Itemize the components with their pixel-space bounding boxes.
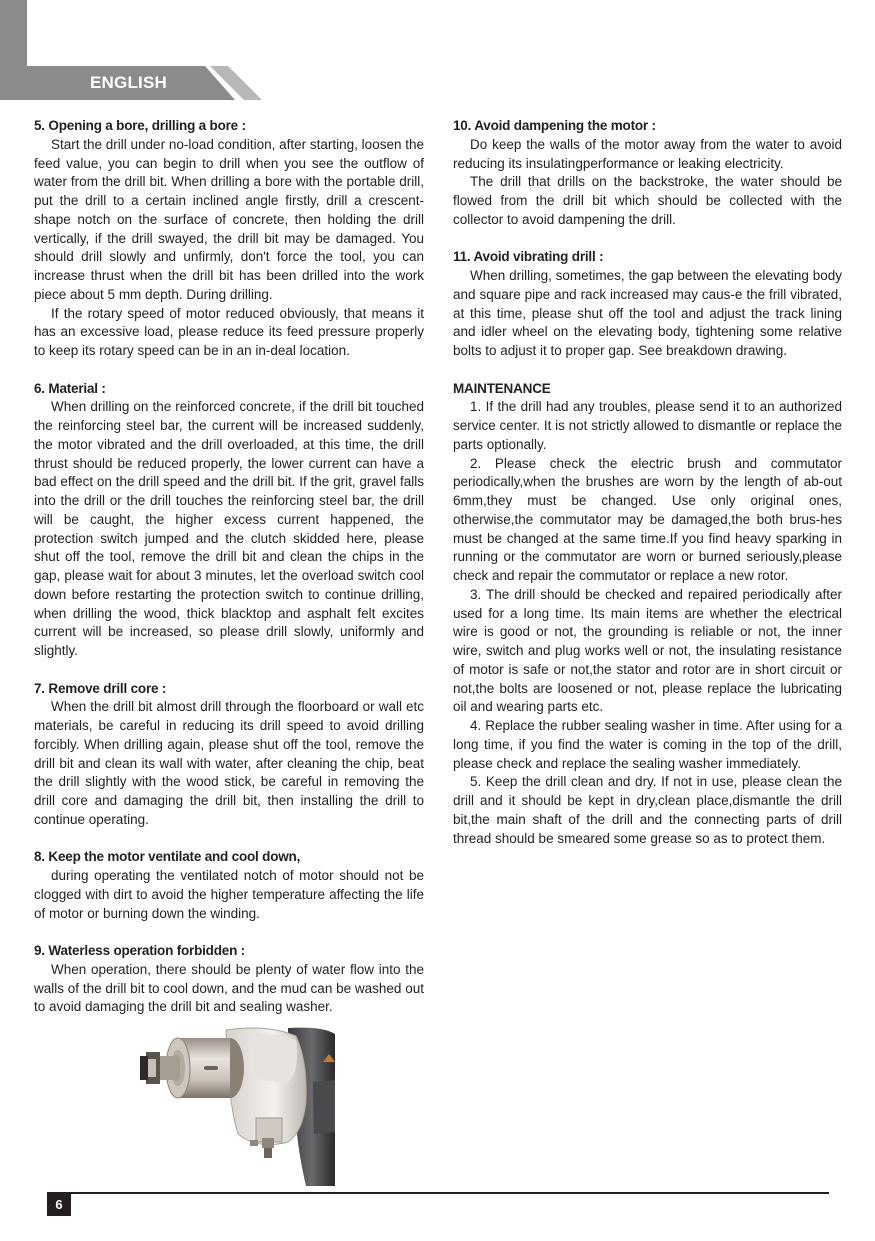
body-paragraph: The drill that drills on the backstroke, the water should be flowed from the drill bit which should be collected with the collector to avoid dampening the drill. — [453, 174, 842, 227]
body-paragraph: 3. The drill should be checked and repaired periodically after used for a long time. Its main items are whether the electrical wire is good or not, the grounding is reliable or not, the inner wire, switch and plug works well or not, the insulating resistance of motor is safe or not,the stator and rotor are in short circuit or not,the bolts are loosened or not, please replace the lubricating oil and wearing parts etc. — [453, 586, 842, 715]
drill-illustration — [138, 1022, 336, 1186]
body-paragraph: If the rotary speed of motor reduced obviously, that means it has an excessive load, please reduce its feed pressure properly to keep its rotary speed can be in an in-deal location. — [34, 305, 424, 358]
section-remove-drill-core — [34, 680, 424, 830]
section-material — [34, 380, 424, 661]
section-motor-ventilation — [34, 848, 424, 923]
body-paragraph: 4. Replace the rubber sealing washer in time. After using for a long time, if you find the water is coming in the top of the drill, please check and replace the sealing washer immediately. — [453, 718, 842, 771]
section-heading: 7. Remove drill core : — [34, 680, 167, 696]
language-label: ENGLISH — [90, 73, 167, 92]
section-heading: MAINTENANCE — [453, 380, 551, 396]
body-paragraph: When operation, there should be plenty of water flow into the walls of the drill bit to cool down, and the mud can be washed out to avoid damaging the drill bit and sealing washer. — [34, 961, 424, 1015]
section-maintenance — [453, 380, 842, 849]
section-avoid-vibrating — [453, 248, 842, 361]
core-drill-image — [138, 1022, 336, 1186]
body-paragraph: Do keep the walls of the motor away from the water to avoid reducing its insulatingperformance or leaking electricity. — [453, 136, 842, 171]
section-heading: 8. Keep the motor ventilate and cool down, — [34, 849, 301, 865]
right-column — [453, 117, 842, 867]
body-paragraph: 5. Keep the drill clean and dry. If not in use, please clean the drill and it should be kept in dry,clean place,dismantle the drill bit,the main shaft of the drill and the connecting parts of drill thread should be smeared some grease so as to protect them. — [453, 774, 842, 846]
section-opening-bore — [34, 117, 424, 361]
section-heading: 6. Material : — [34, 380, 106, 396]
body-paragraph: 2. Please check the electric brush and commutator periodically,when the brushes are worn by the length of ab-out 6mm,they must be changed. Use only original ones, otherwise,the commutator may be damaged,the both brus-hes must be changed at the same time.If you find heavy sparking in running or the commutator are worn or burned seriously,please check and repair the commutator or replace a new rotor. — [453, 455, 842, 583]
body-paragraph: 1. If the drill had any troubles, please send it to an authorized service center. It is not strictly allowed to dismantle or replace the parts optionally. — [453, 399, 842, 452]
section-heading: 9. Waterless operation forbidden : — [34, 943, 245, 958]
body-paragraph: Start the drill under no-load condition, after starting, loosen the feed value, you can begin to drill when you see the outflow of water from the drill bit. When drilling a bore with the portable drill, put the drill to a certain inclined angle firstly, drill a crescent-shape notch on the surface of concrete, then holding the drill vertically, if the drill swayed, the drill bit may be damaged. You should drill slowly and unfirmly, don't force the tool, you can increase thrust when the drill bit has been drilled into the work piece about 5 mm depth. During drilling. — [34, 136, 424, 302]
body-paragraph: during operating the ventilated notch of motor should not be clogged with dirt to avoid the higher temperature affecting the life of motor or burning down the winding. — [34, 868, 424, 921]
language-tab — [0, 0, 265, 100]
section-heading: 5. Opening a bore, drilling a bore : — [34, 118, 246, 133]
page-number: 6 — [47, 1193, 71, 1216]
body-paragraph: When drilling, sometimes, the gap between the elevating body and square pipe and rack increased may caus-e the frill vibrated, at this time, please shut off the tool and adjust the track lining and idler wheel on the elevating body, tightening some relative bolts to adjust it to proper gap. See breakdown drawing. — [453, 268, 842, 358]
section-waterless-operation — [34, 942, 424, 1017]
left-column — [34, 117, 424, 1036]
section-heading: 11. Avoid vibrating drill : — [453, 249, 604, 265]
section-avoid-dampening — [453, 117, 842, 230]
body-paragraph: When drilling on the reinforced concrete, if the drill bit touched the reinforcing steel bar, the current will be increased suddenly, the motor vibrated and the drill overloaded, at this time, the drill thrust should be reduced properly, the lower current can have a bad effect on the drill speed and the drill bit. If the grit, gravel falls into the drill or the drill touches the reinforcing steel bar, the drill will be caught, the higher excess current happened, the protection switch jumped and the clutch skidded here, please shut off the tool, remove the drill bit and clean the chips in the gap, please wait for about 3 minutes, let the overload switch cool down before restarting the protection switch to continue drilling, when drilling the wood, thick blacktop and asphalt felt excites current will be increased, so please drill slowly, uniformly and slightly. — [34, 399, 424, 658]
footer-rule — [47, 1192, 829, 1194]
section-heading: 10. Avoid dampening the motor : — [453, 118, 656, 133]
body-paragraph: When the drill bit almost drill through the floorboard or wall etc materials, be careful in reducing its drill speed to avoid drilling forcibly. When drilling again, please shut off the tool, remove the drill bit and clean its wall with water, after cleaning the chip, beat the drill slightly with the wood stick, be careful in removing the drill core and damaging the drill bit, then installing the drill to continue operating. — [34, 699, 424, 827]
